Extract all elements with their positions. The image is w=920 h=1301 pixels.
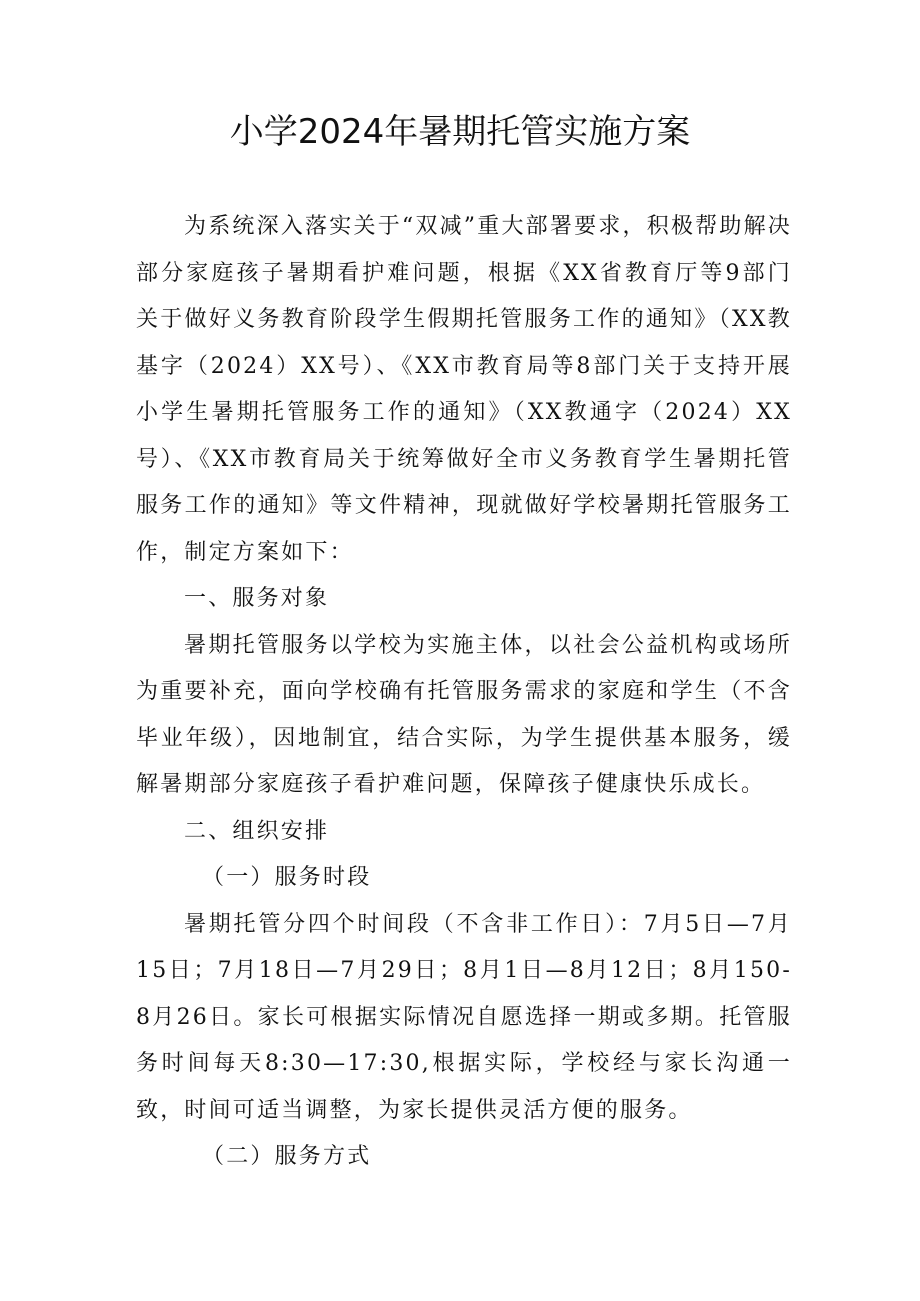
intro-paragraph: 为系统深入落实关于“双减”重大部署要求，积极帮助解决部分家庭孩子暑期看护难问题，根据《XX省教育厅等9部门关于做好义务教育阶段学生假期托管服务工作的通知》（XX教基字（2024）XX号）、《XX市教育局等8部门关于支持开展小学生暑期托管服务工作的通知》（XX教通字（2024）XX号）、《XX市教育局关于统筹做好全市义务教育学生暑期托管服务工作的通知》等文件精神，现就做好学校暑期托管服务工作，制定方案如下： <box>136 214 792 565</box>
document-title: 小学2024年暑期托管实施方案 <box>229 112 691 152</box>
subsection-heading-service-period: （一）服务时段 <box>202 865 372 890</box>
service-period-paragraph: 暑期托管分四个时间段（不含非工作日）：7月5日—7月15日；7月18日—7月29日；8月1日—8月12日；8月150-8月26日。家长可根据实际情况自愿选择一期或多期。托管服务时间每天8:30—17:30,根据实际，学校经与家长沟通一致，时间可适当调整，为家长提供灵活方便的服务。 <box>136 911 792 1123</box>
section-heading-organization: 二、组织安排 <box>184 818 330 844</box>
service-targets-paragraph: 暑期托管服务以学校为实施主体，以社会公益机构或场所为重要补充，面向学校确有托管服务需求的家庭和学生（不含毕业年级），因地制宜，结合实际，为学生提供基本服务，缓解暑期部分家庭孩子看护难问题，保障孩子健康快乐成长。 <box>136 632 792 797</box>
document-body <box>136 204 792 1181</box>
section-heading-service-targets: 一、服务对象 <box>184 586 330 611</box>
subsection-heading-service-method: （二）服务方式 <box>202 1144 372 1169</box>
